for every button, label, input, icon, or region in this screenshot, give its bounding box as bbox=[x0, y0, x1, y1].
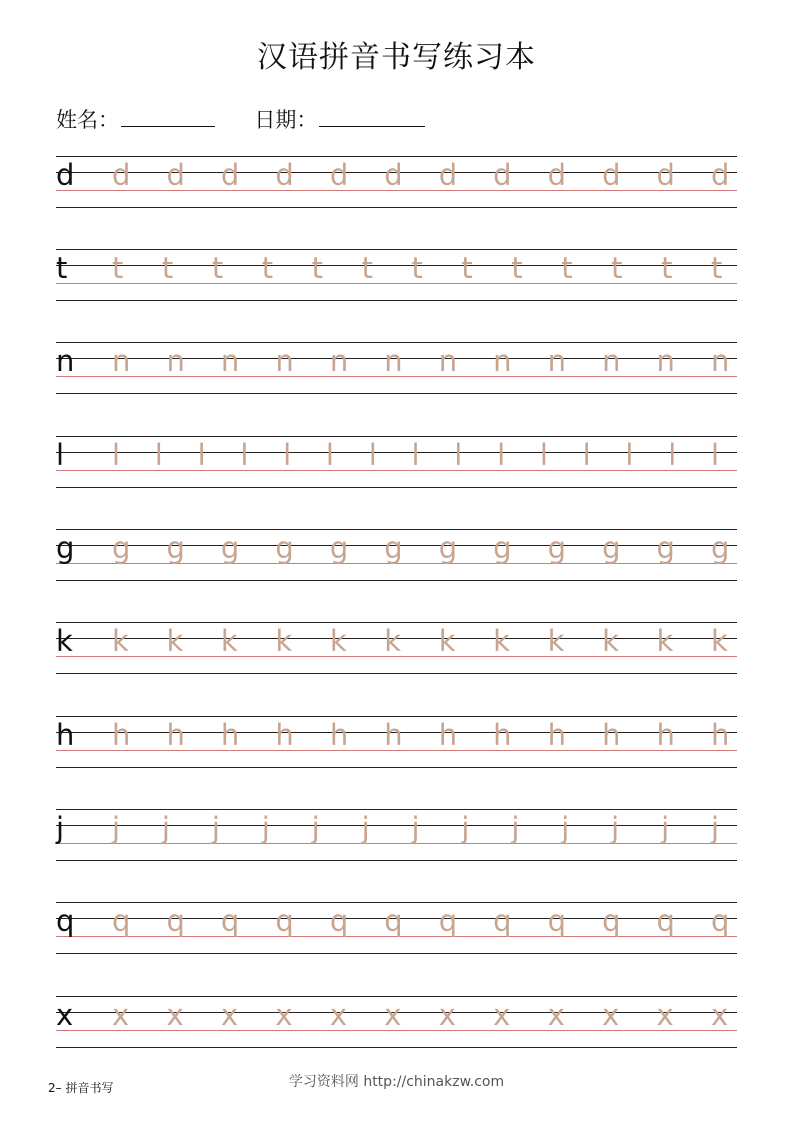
trace-letter: x bbox=[438, 998, 456, 1032]
trace-letter: l bbox=[711, 438, 720, 472]
model-letter: x bbox=[56, 998, 74, 1032]
trace-letter: d bbox=[220, 158, 240, 192]
practice-row bbox=[56, 529, 737, 581]
trace-letter: q bbox=[711, 904, 730, 938]
trace-letter: g bbox=[329, 531, 349, 565]
trace-letter: n bbox=[602, 344, 621, 378]
trace-letter: q bbox=[547, 904, 567, 938]
guide-line bbox=[56, 622, 737, 623]
trace-letter: x bbox=[220, 998, 239, 1032]
trace-letter: n bbox=[166, 344, 185, 378]
baseline-red-line bbox=[56, 843, 737, 844]
guide-line bbox=[56, 249, 737, 250]
trace-letter: l bbox=[539, 438, 548, 472]
model-letter: g bbox=[56, 531, 75, 565]
trace-letter: q bbox=[602, 904, 621, 938]
guide-line bbox=[56, 825, 737, 826]
trace-letter: l bbox=[325, 438, 334, 472]
guide-line bbox=[56, 342, 737, 343]
trace-letter: l bbox=[368, 438, 377, 472]
trace-letter: k bbox=[166, 624, 184, 658]
trace-letter: l bbox=[154, 438, 163, 472]
trace-letter: j bbox=[361, 811, 370, 845]
practice-row bbox=[56, 622, 737, 674]
model-letter: q bbox=[56, 904, 75, 938]
trace-letter: h bbox=[220, 718, 240, 752]
trace-letter: g bbox=[275, 531, 294, 565]
trace-letter: n bbox=[438, 344, 458, 378]
trace-letter: g bbox=[602, 531, 621, 565]
trace-letter: t bbox=[211, 251, 224, 285]
trace-letter: g bbox=[166, 531, 185, 565]
trace-letter: l bbox=[112, 438, 121, 472]
trace-letter: n bbox=[711, 344, 730, 378]
trace-letter: x bbox=[711, 998, 729, 1032]
guide-line bbox=[56, 207, 737, 208]
trace-letter: h bbox=[711, 718, 730, 752]
guide-line bbox=[56, 673, 737, 674]
trace-letter: x bbox=[602, 998, 620, 1032]
trace-letter: d bbox=[547, 158, 567, 192]
trace-letter: h bbox=[656, 718, 675, 752]
trace-letter: g bbox=[656, 531, 675, 565]
guide-line bbox=[56, 809, 737, 810]
trace-letter: k bbox=[547, 624, 565, 658]
trace-letter: t bbox=[311, 251, 324, 285]
trace-letter: l bbox=[454, 438, 463, 472]
trace-letter: n bbox=[112, 344, 131, 378]
model-letter: j bbox=[56, 811, 65, 845]
trace-letter: n bbox=[220, 344, 240, 378]
model-letter: n bbox=[56, 344, 75, 378]
trace-letter: t bbox=[461, 251, 473, 285]
trace-letter: n bbox=[329, 344, 349, 378]
trace-letter: n bbox=[547, 344, 567, 378]
trace-letter: d bbox=[384, 158, 403, 192]
trace-letter: t bbox=[261, 251, 274, 285]
trace-letter: l bbox=[283, 438, 292, 472]
trace-letter: j bbox=[161, 811, 170, 845]
trace-letter: d bbox=[711, 158, 730, 192]
page-title: 汉语拼音书写练习本 bbox=[257, 40, 536, 75]
practice-row bbox=[56, 902, 737, 954]
trace-letter: h bbox=[384, 718, 403, 752]
trace-letter: q bbox=[384, 904, 403, 938]
guide-line bbox=[56, 436, 737, 437]
trace-letter: q bbox=[656, 904, 675, 938]
practice-row bbox=[56, 249, 737, 301]
trace-letter: g bbox=[547, 531, 567, 565]
trace-letter: l bbox=[411, 438, 420, 472]
trace-letter: q bbox=[112, 904, 131, 938]
trace-letter: j bbox=[261, 811, 270, 845]
trace-letter: h bbox=[112, 718, 131, 752]
trace-letter: l bbox=[197, 438, 206, 472]
guide-line bbox=[56, 716, 737, 717]
trace-letter: k bbox=[329, 624, 347, 658]
trace-letter: j bbox=[311, 811, 320, 845]
guide-line bbox=[56, 902, 737, 903]
trace-letter: t bbox=[411, 251, 423, 285]
trace-letter: d bbox=[656, 158, 675, 192]
trace-letter: h bbox=[166, 718, 185, 752]
trace-letter: t bbox=[711, 251, 723, 285]
trace-letter: j bbox=[511, 811, 520, 845]
trace-letter: g bbox=[711, 531, 730, 565]
trace-letter: h bbox=[547, 718, 567, 752]
trace-letter: k bbox=[275, 624, 293, 658]
trace-letter: j bbox=[411, 811, 420, 845]
practice-row bbox=[56, 156, 737, 208]
trace-letter: x bbox=[493, 998, 511, 1032]
practice-row bbox=[56, 809, 737, 861]
trace-letter: h bbox=[602, 718, 621, 752]
guide-line bbox=[56, 529, 737, 530]
trace-letter: g bbox=[493, 531, 512, 565]
trace-letter: q bbox=[275, 904, 294, 938]
trace-letter: k bbox=[220, 624, 238, 658]
guide-line bbox=[56, 156, 737, 157]
model-letter: k bbox=[56, 624, 73, 658]
guide-line bbox=[56, 860, 737, 861]
trace-letter: n bbox=[493, 344, 512, 378]
trace-letter: n bbox=[656, 344, 675, 378]
trace-letter: l bbox=[582, 438, 591, 472]
trace-letter: x bbox=[112, 998, 130, 1032]
name-field[interactable] bbox=[121, 126, 215, 127]
trace-letter: k bbox=[438, 624, 456, 658]
trace-letter: g bbox=[438, 531, 458, 565]
guide-line bbox=[56, 767, 737, 768]
model-letter: h bbox=[56, 718, 75, 752]
trace-letter: q bbox=[329, 904, 349, 938]
guide-line bbox=[56, 953, 737, 954]
trace-letter: h bbox=[493, 718, 512, 752]
guide-line bbox=[56, 300, 737, 301]
trace-letter: g bbox=[220, 531, 240, 565]
trace-letter: t bbox=[361, 251, 373, 285]
page-number-label: 2– 拼音书写 bbox=[48, 1081, 114, 1095]
student-info bbox=[56, 104, 425, 134]
trace-letter: l bbox=[497, 438, 506, 472]
trace-letter: h bbox=[329, 718, 349, 752]
model-letter: d bbox=[56, 158, 75, 192]
guide-line bbox=[56, 996, 737, 997]
trace-letter: t bbox=[561, 251, 573, 285]
trace-letter: h bbox=[275, 718, 294, 752]
trace-letter: k bbox=[112, 624, 129, 658]
trace-letter: q bbox=[220, 904, 240, 938]
trace-letter: t bbox=[611, 251, 623, 285]
trace-letter: t bbox=[661, 251, 673, 285]
trace-letter: q bbox=[493, 904, 512, 938]
trace-letter: x bbox=[384, 998, 402, 1032]
trace-letter: j bbox=[561, 811, 570, 845]
guide-line bbox=[56, 265, 737, 266]
trace-letter: j bbox=[112, 811, 121, 845]
trace-letter: l bbox=[240, 438, 249, 472]
guide-line bbox=[56, 580, 737, 581]
trace-letter: d bbox=[438, 158, 458, 192]
trace-letter: j bbox=[211, 811, 220, 845]
trace-letter: q bbox=[438, 904, 458, 938]
trace-letter: d bbox=[112, 158, 131, 192]
trace-letter: n bbox=[275, 344, 294, 378]
practice-row bbox=[56, 436, 737, 488]
trace-letter: j bbox=[461, 811, 470, 845]
trace-letter: l bbox=[625, 438, 634, 472]
trace-letter: g bbox=[384, 531, 403, 565]
trace-letter: x bbox=[275, 998, 293, 1032]
practice-row bbox=[56, 996, 737, 1048]
trace-letter: t bbox=[511, 251, 523, 285]
site-watermark: 学习资料网 http://chinakzw.com bbox=[288, 1074, 505, 1090]
trace-letter: j bbox=[661, 811, 670, 845]
trace-letter: d bbox=[329, 158, 349, 192]
trace-letter: t bbox=[112, 251, 124, 285]
trace-letter: h bbox=[438, 718, 458, 752]
trace-letter: x bbox=[656, 998, 674, 1032]
name-label: 姓名： bbox=[56, 108, 119, 132]
trace-letter: k bbox=[493, 624, 510, 658]
trace-letter: n bbox=[384, 344, 403, 378]
trace-letter: k bbox=[711, 624, 728, 658]
trace-letter: d bbox=[493, 158, 512, 192]
trace-letter: k bbox=[602, 624, 619, 658]
trace-letter: l bbox=[668, 438, 677, 472]
trace-letter: j bbox=[611, 811, 620, 845]
practice-row bbox=[56, 716, 737, 768]
trace-letter: k bbox=[656, 624, 674, 658]
guide-line bbox=[56, 1047, 737, 1048]
trace-letter: x bbox=[547, 998, 565, 1032]
trace-letter: j bbox=[711, 811, 720, 845]
model-letter: t bbox=[56, 251, 68, 285]
trace-letter: x bbox=[329, 998, 347, 1032]
trace-letter: g bbox=[112, 531, 131, 565]
trace-letter: d bbox=[275, 158, 294, 192]
model-letter: l bbox=[56, 438, 65, 472]
date-label: 日期： bbox=[254, 108, 318, 132]
practice-row bbox=[56, 342, 737, 394]
guide-line bbox=[56, 487, 737, 488]
trace-letter: q bbox=[166, 904, 185, 938]
trace-letter: x bbox=[166, 998, 184, 1032]
guide-line bbox=[56, 393, 737, 394]
baseline-red-line bbox=[56, 283, 737, 284]
trace-letter: k bbox=[384, 624, 402, 658]
trace-letter: d bbox=[166, 158, 185, 192]
date-field[interactable] bbox=[319, 126, 425, 127]
trace-letter: d bbox=[602, 158, 621, 192]
trace-letter: t bbox=[161, 251, 174, 285]
